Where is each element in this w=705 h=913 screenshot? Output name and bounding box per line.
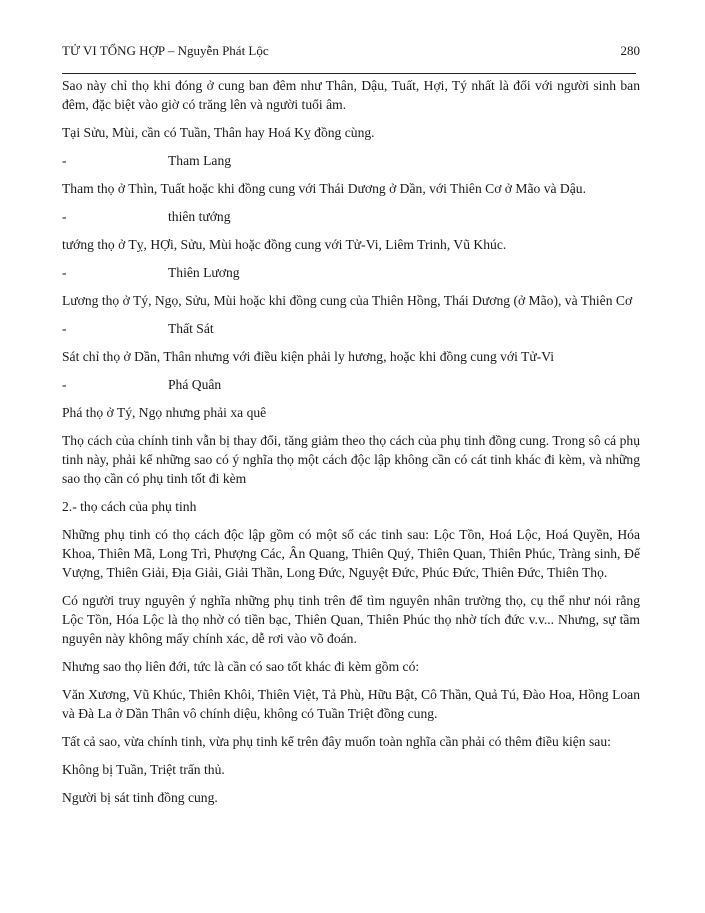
star-heading-that-sat (62, 319, 640, 338)
paragraph: Thọ cách của chính tinh vẫn bị thay đổi, tăng giảm theo thọ cách của phụ tinh đồng cung. Trong sô cá phụ tinh này, phải kể những sao có ý nghĩa thọ một cách độc lập không cần có cát tinh khác đi kèm, và những sao thọ cần có phụ tinh tốt đi kèm (62, 433, 640, 486)
star-name: thiên tướng (168, 209, 231, 224)
paragraph: Sao này chỉ thọ khi đóng ở cung ban đêm như Thân, Dậu, Tuất, Hợi, Tý nhất là đối với người sinh ban đêm, đặc biệt vào giờ có trăng lên và người tuổi âm. (62, 78, 640, 112)
section-heading: 2.- thọ cách của phụ tinh (62, 499, 197, 514)
paragraph: Người bị sát tinh đồng cung. (62, 790, 218, 805)
paragraph: Những phụ tinh có thọ cách độc lập gồm có một số các tinh sau: Lộc Tồn, Hoá Lộc, Hoá Quyền, Hóa Khoa, Thiên Mã, Long Trì, Phượng Các, Ân Quang, Thiên Quý, Thiên Quan, Thiên Phúc, Tràng sinh, Đế Vượng, Thiên Giải, Địa Giải, Giải Thần, Long Đức, Nguyệt Đức, Phúc Đức, Thiên Đức, Thiên Thọ. (62, 527, 640, 580)
list-dash: - (62, 321, 67, 336)
star-name: Tham Lang (168, 153, 232, 168)
star-name: Thiên Lương (168, 265, 240, 280)
page-number: 280 (620, 43, 640, 58)
list-dash: - (62, 153, 67, 168)
paragraph: Tham thọ ở Thìn, Tuất hoặc khi đồng cung với Thái Dương ở Dần, với Thiên Cơ ở Mão và Dậu. (62, 181, 586, 196)
list-dash: - (62, 265, 67, 280)
paragraph: Lương thọ ở Tý, Ngọ, Sửu, Mùi hoặc khi đồng cung của Thiên Hồng, Thái Dương (ở Mão), và Thiên Cơ (62, 293, 633, 308)
star-heading-thien-tuong (62, 207, 640, 226)
page-body (62, 76, 640, 816)
list-dash: - (62, 209, 67, 224)
running-title: TỬ VI TỔNG HỢP – Nguyễn Phát Lộc (62, 43, 269, 58)
star-heading-thien-luong (62, 263, 640, 282)
paragraph: Nhưng sao thọ liên đới, tức là cần có sao tốt khác đi kèm gồm có: (62, 659, 420, 674)
star-name: Thất Sát (168, 321, 214, 336)
paragraph: Có người truy nguyên ý nghĩa những phụ tinh trên để tìm nguyên nhân trường thọ, cụ thể như nói rằng Lộc Tồn, Hóa Lộc là thọ nhờ có tiền bạc, Thiên Quan, Thiên Phúc thọ nhờ tích đức v.v... Nhưng, sự tầm nguyên này không mấy chính xác, dễ rơi vào võ đoán. (62, 593, 640, 646)
paragraph: Tất cả sao, vừa chính tinh, vừa phụ tinh kể trên đây muốn toàn nghĩa cần phải có thêm điều kiện sau: (62, 734, 611, 749)
paragraph: Sát chỉ thọ ở Dần, Thân nhưng với điều kiện phải ly hương, hoặc khi đồng cung với Tử-Vi (62, 349, 555, 364)
star-heading-pha-quan (62, 375, 640, 394)
paragraph: Phá thọ ở Tý, Ngọ nhưng phải xa quê (62, 405, 267, 420)
header-rule (62, 73, 636, 74)
paragraph: tướng thọ ở Tỵ, HỢi, Sửu, Mùi hoặc đồng cung với Tử-Vi, Liêm Trinh, Vũ Khúc. (62, 237, 507, 252)
paragraph: Văn Xương, Vũ Khúc, Thiên Khôi, Thiên Việt, Tả Phù, Hữu Bật, Cô Thần, Quả Tú, Đào Hoa, Hồng Loan và Đà La ở Dần Thân vô chính diệu, không có Tuần Triệt đồng cung. (62, 687, 640, 721)
page-header (62, 43, 640, 59)
star-heading-tham-lang (62, 151, 640, 170)
paragraph: Tại Sửu, Mùi, cần có Tuần, Thân hay Hoá Kỵ đồng cùng. (62, 125, 375, 140)
star-name: Phá Quân (168, 377, 222, 392)
paragraph: Không bị Tuần, Triệt trấn thủ. (62, 762, 225, 777)
list-dash: - (62, 377, 67, 392)
